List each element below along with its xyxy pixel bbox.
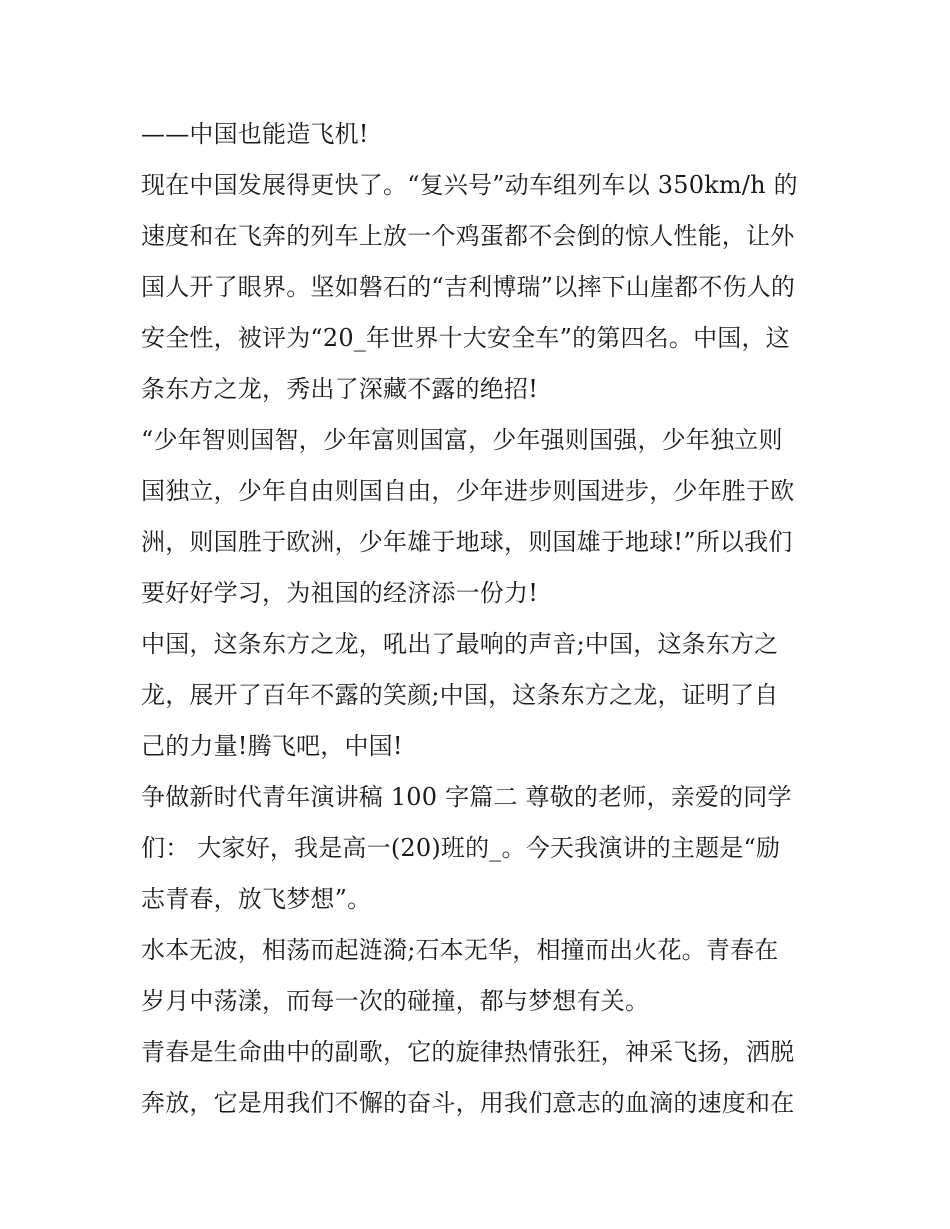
text-line: 洲，则国胜于欧洲，少年雄于地球，则国雄于地球!”所以我们 — [141, 528, 793, 556]
document-body — [141, 109, 821, 1129]
text-line: 龙，展开了百年不露的笑颜;中国，这条东方之龙，证明了自 — [141, 681, 779, 709]
text-line: 奔放，它是用我们不懈的奋斗，用我们意志的血滴的速度和在 — [141, 1089, 795, 1117]
text-line: 岁月中荡漾，而每一次的碰撞，都与梦想有关。 — [141, 987, 650, 1015]
text-line: 国独立，少年自由则国自由，少年进步则国进步，少年胜于欧 — [141, 477, 795, 505]
text-line: 速度和在飞奔的列车上放一个鸡蛋都不会倒的惊人性能，让外 — [141, 222, 795, 250]
text-line: 中国，这条东方之龙，吼出了最响的声音;中国，这条东方之 — [141, 630, 779, 658]
text-line: “少年智则国智，少年富则国富，少年强则国强，少年独立则 — [141, 426, 783, 454]
text-line: 争做新时代青年演讲稿 100 字篇二 尊敬的老师，亲爱的同学 — [141, 783, 792, 811]
text-line: ——中国也能造飞机! — [141, 120, 369, 148]
text-line: 国人开了眼界。坚如磐石的“吉利博瑞”以摔下山崖都不伤人的 — [141, 273, 796, 301]
text-line: 水本无波，相荡而起涟漪;石本无华，相撞而出火花。青春在 — [141, 936, 779, 964]
text-line: 青春是生命曲中的副歌，它的旋律热情张狂，神采飞扬，洒脱 — [141, 1038, 795, 1066]
text-line: 现在中国发展得更快了。“复兴号”动车组列车以 350km/h 的 — [141, 171, 798, 199]
text-line: 己的力量!腾飞吧，中国! — [141, 732, 403, 760]
text-line: 要好好学习，为祖国的经济添一份力! — [141, 579, 539, 607]
text-line: 条东方之龙，秀出了深藏不露的绝招! — [141, 375, 539, 403]
text-line: 们： 大家好，我是高一(20)班的_。今天我演讲的主题是“励 — [141, 834, 781, 862]
text-line: 安全性，被评为“20_年世界十大安全车”的第四名。中国，这 — [141, 324, 790, 352]
text-line: 志青春，放飞梦想”。 — [141, 885, 372, 913]
